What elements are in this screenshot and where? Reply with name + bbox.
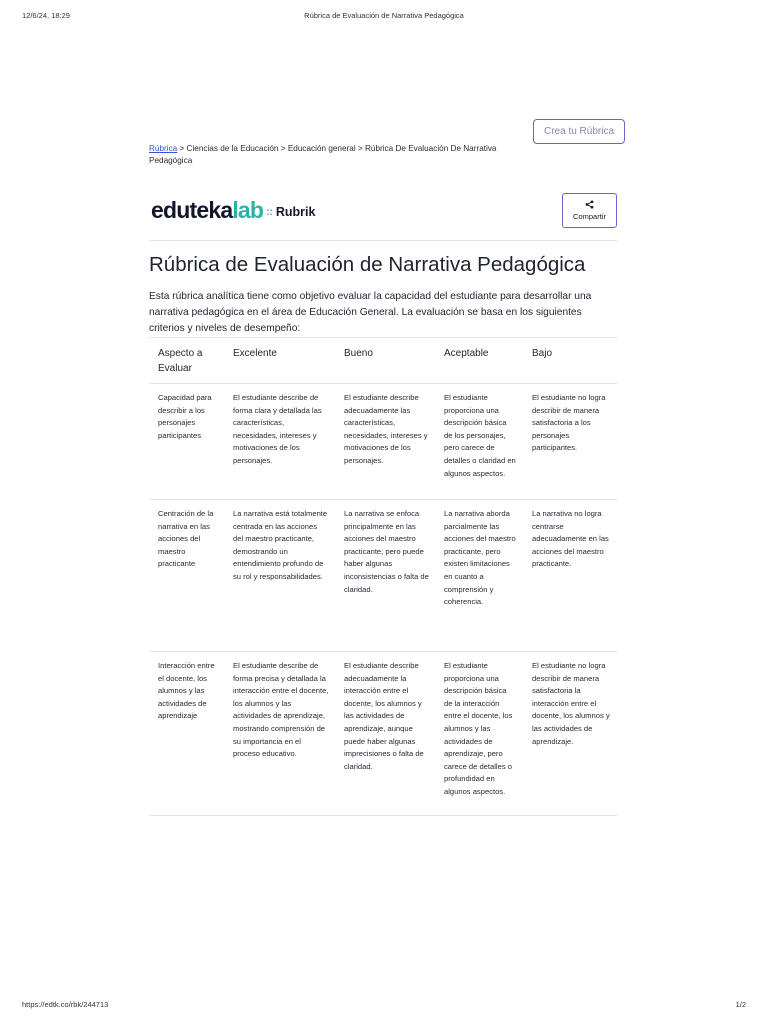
table-row xyxy=(149,652,617,816)
print-url: https://edtk.co/rbk/244713 xyxy=(22,1000,109,1009)
cell-aceptable: La narrativa aborda parcialmente las acciones del maestro practicante, pero existen limitaciones en cuanto a comprensión y coherencia. xyxy=(444,509,516,607)
logo-text-lab: lab xyxy=(232,197,264,223)
logo-text-rubrik: Rubrik xyxy=(275,205,316,219)
cell-bajo: El estudiante no logra describir de manera satisfactoria la interacción entre el docente, los alumnos y las actividades de aprendizaje. xyxy=(532,661,610,746)
cell-excelente: El estudiante describe de forma clara y detallada las características, necesidades, intereses y motivaciones de los personajes. xyxy=(233,393,322,465)
breadcrumb xyxy=(149,143,529,167)
cell-bajo: El estudiante no logra describir de manera satisfactoria a los personajes participantes. xyxy=(532,393,606,453)
table-row xyxy=(149,500,617,652)
cell-excelente: La narrativa está totalmente centrada en las acciones del maestro practicante, demostrando un entendimiento profundo de su rol y responsabilidades. xyxy=(233,509,328,581)
cell-bueno: El estudiante describe adecuadamente la interacción entre el docente, los alumnos y las actividades de aprendizaje, aunque puede haber algunas imprecisiones o falta de claridad. xyxy=(344,661,424,771)
cell-aspecto: Capacidad para describir a los personajes participantes xyxy=(158,393,212,440)
eduteka-lab-logo[interactable] xyxy=(151,194,315,222)
share-button[interactable] xyxy=(562,193,617,228)
share-icon xyxy=(585,200,594,209)
header-bajo: Bajo xyxy=(532,348,553,359)
cell-aspecto: Centración de la narrativa en las acciones del maestro practicante xyxy=(158,509,214,569)
cell-aspecto: Interacción entre el docente, los alumnos y las actividades de aprendizaje xyxy=(158,661,215,721)
header-bueno: Bueno xyxy=(344,348,373,359)
print-footer xyxy=(22,1000,746,1012)
cell-bajo: La narrativa no logra centrarse adecuadamente en las acciones del maestro practicante. xyxy=(532,509,609,569)
header-aceptable: Aceptable xyxy=(444,348,489,359)
print-page-number: 1/2 xyxy=(735,1000,746,1009)
print-header xyxy=(22,11,746,23)
breadcrumb-path: > Ciencias de la Educación > Educación general > Rúbrica De Evaluación De Narrativa Pedagógica xyxy=(149,144,497,165)
cell-excelente: El estudiante describe de forma precisa y detallada la interacción entre el docente, los alumnos y las actividades de aprendizaje, mostrando comprensión de su importancia en el proceso educativo. xyxy=(233,661,329,759)
page-title: Rúbrica de Evaluación de Narrativa Pedagógica xyxy=(149,253,586,276)
header-aspecto: Aspecto a Evaluar xyxy=(158,348,203,374)
cell-aceptable: El estudiante proporciona una descripción básica de la interacción entre el docente, los alumnos y las actividades de aprendizaje, pero carece de detalles o profundidad en algunos aspectos. xyxy=(444,661,513,796)
rubric-description: Esta rúbrica analítica tiene como objetivo evaluar la capacidad del estudiante para desarrollar una narrativa pedagógica en el área de Educación General. La evaluación se basa en los siguientes criterios y niveles de desempeño: xyxy=(149,291,592,335)
share-button-label: Compartir xyxy=(573,212,606,221)
table-row xyxy=(149,384,617,500)
table-header-row xyxy=(149,338,617,384)
rubric-table xyxy=(149,337,617,816)
logo-separator: :: xyxy=(266,207,273,218)
create-rubric-button[interactable]: Crea tu Rúbrica xyxy=(533,119,625,144)
print-document-title: Rúbrica de Evaluación de Narrativa Pedagógica xyxy=(304,11,464,20)
cell-bueno: La narrativa se enfoca principalmente en las acciones del maestro practicante, pero puede haber algunas inconsistencias o falta de claridad. xyxy=(344,509,429,594)
print-date: 12/6/24, 18:29 xyxy=(22,11,70,20)
cell-aceptable: El estudiante proporciona una descripción básica de los personajes, pero carece de detalles o claridad en algunos aspectos. xyxy=(444,393,516,478)
breadcrumb-link-rubrica[interactable]: Rúbrica xyxy=(149,144,178,153)
header-divider xyxy=(149,240,617,241)
logo-text-eduteka: eduteka xyxy=(151,197,233,223)
cell-bueno: El estudiante describe adecuadamente las características, necesidades, intereses y motivaciones de los personajes. xyxy=(344,393,428,465)
header-excelente: Excelente xyxy=(233,348,277,359)
